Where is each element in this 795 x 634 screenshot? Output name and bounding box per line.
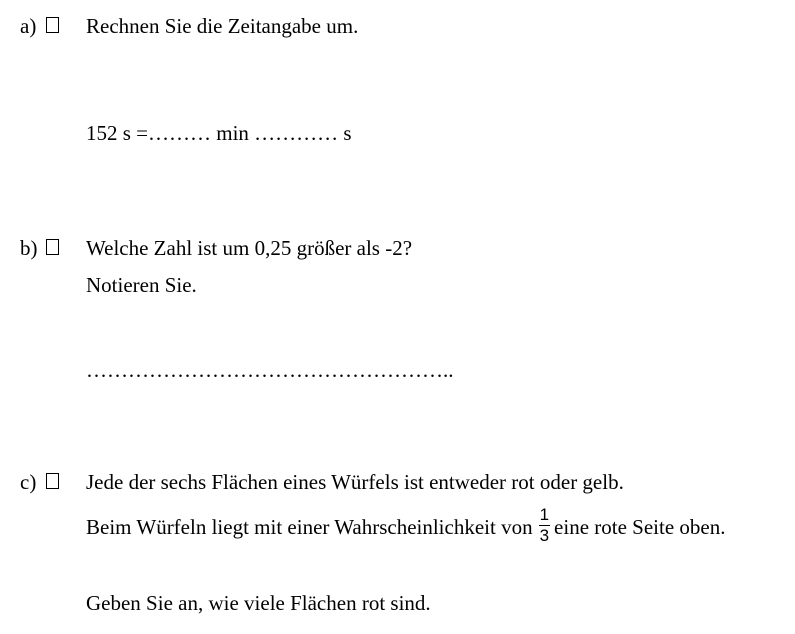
fraction-denominator: 3 [539, 525, 550, 545]
task-b-answer-line: …………………………………………….. [86, 358, 454, 382]
fraction-numerator: 1 [539, 505, 550, 524]
task-b-instruction: Notieren Sie. [86, 273, 197, 297]
task-a-label: a) [20, 14, 37, 38]
task-a-instruction: Rechnen Sie die Zeitangabe um. [86, 14, 359, 38]
task-c-checkbox[interactable] [46, 473, 59, 489]
task-a-checkbox[interactable] [46, 17, 59, 33]
task-b-label: b) [20, 236, 38, 260]
task-c-statement: Jede der sechs Flächen eines Würfels ist entweder rot oder gelb. [86, 470, 624, 494]
task-b-question: Welche Zahl ist um 0,25 größer als -2? [86, 236, 413, 260]
task-b-checkbox[interactable] [46, 239, 59, 255]
fraction-one-third [539, 506, 550, 545]
task-c-label: c) [20, 470, 37, 494]
task-c-instruction: Geben Sie an, wie viele Flächen rot sind. [86, 591, 431, 615]
task-c-probability-line [86, 505, 726, 549]
task-a-equation: 152 s =……… min ………… s [86, 121, 352, 145]
task-c-probability-after: eine rote Seite oben. [554, 515, 726, 540]
task-c-probability-before: Beim Würfeln liegt mit einer Wahrscheinlichkeit von [86, 515, 533, 540]
